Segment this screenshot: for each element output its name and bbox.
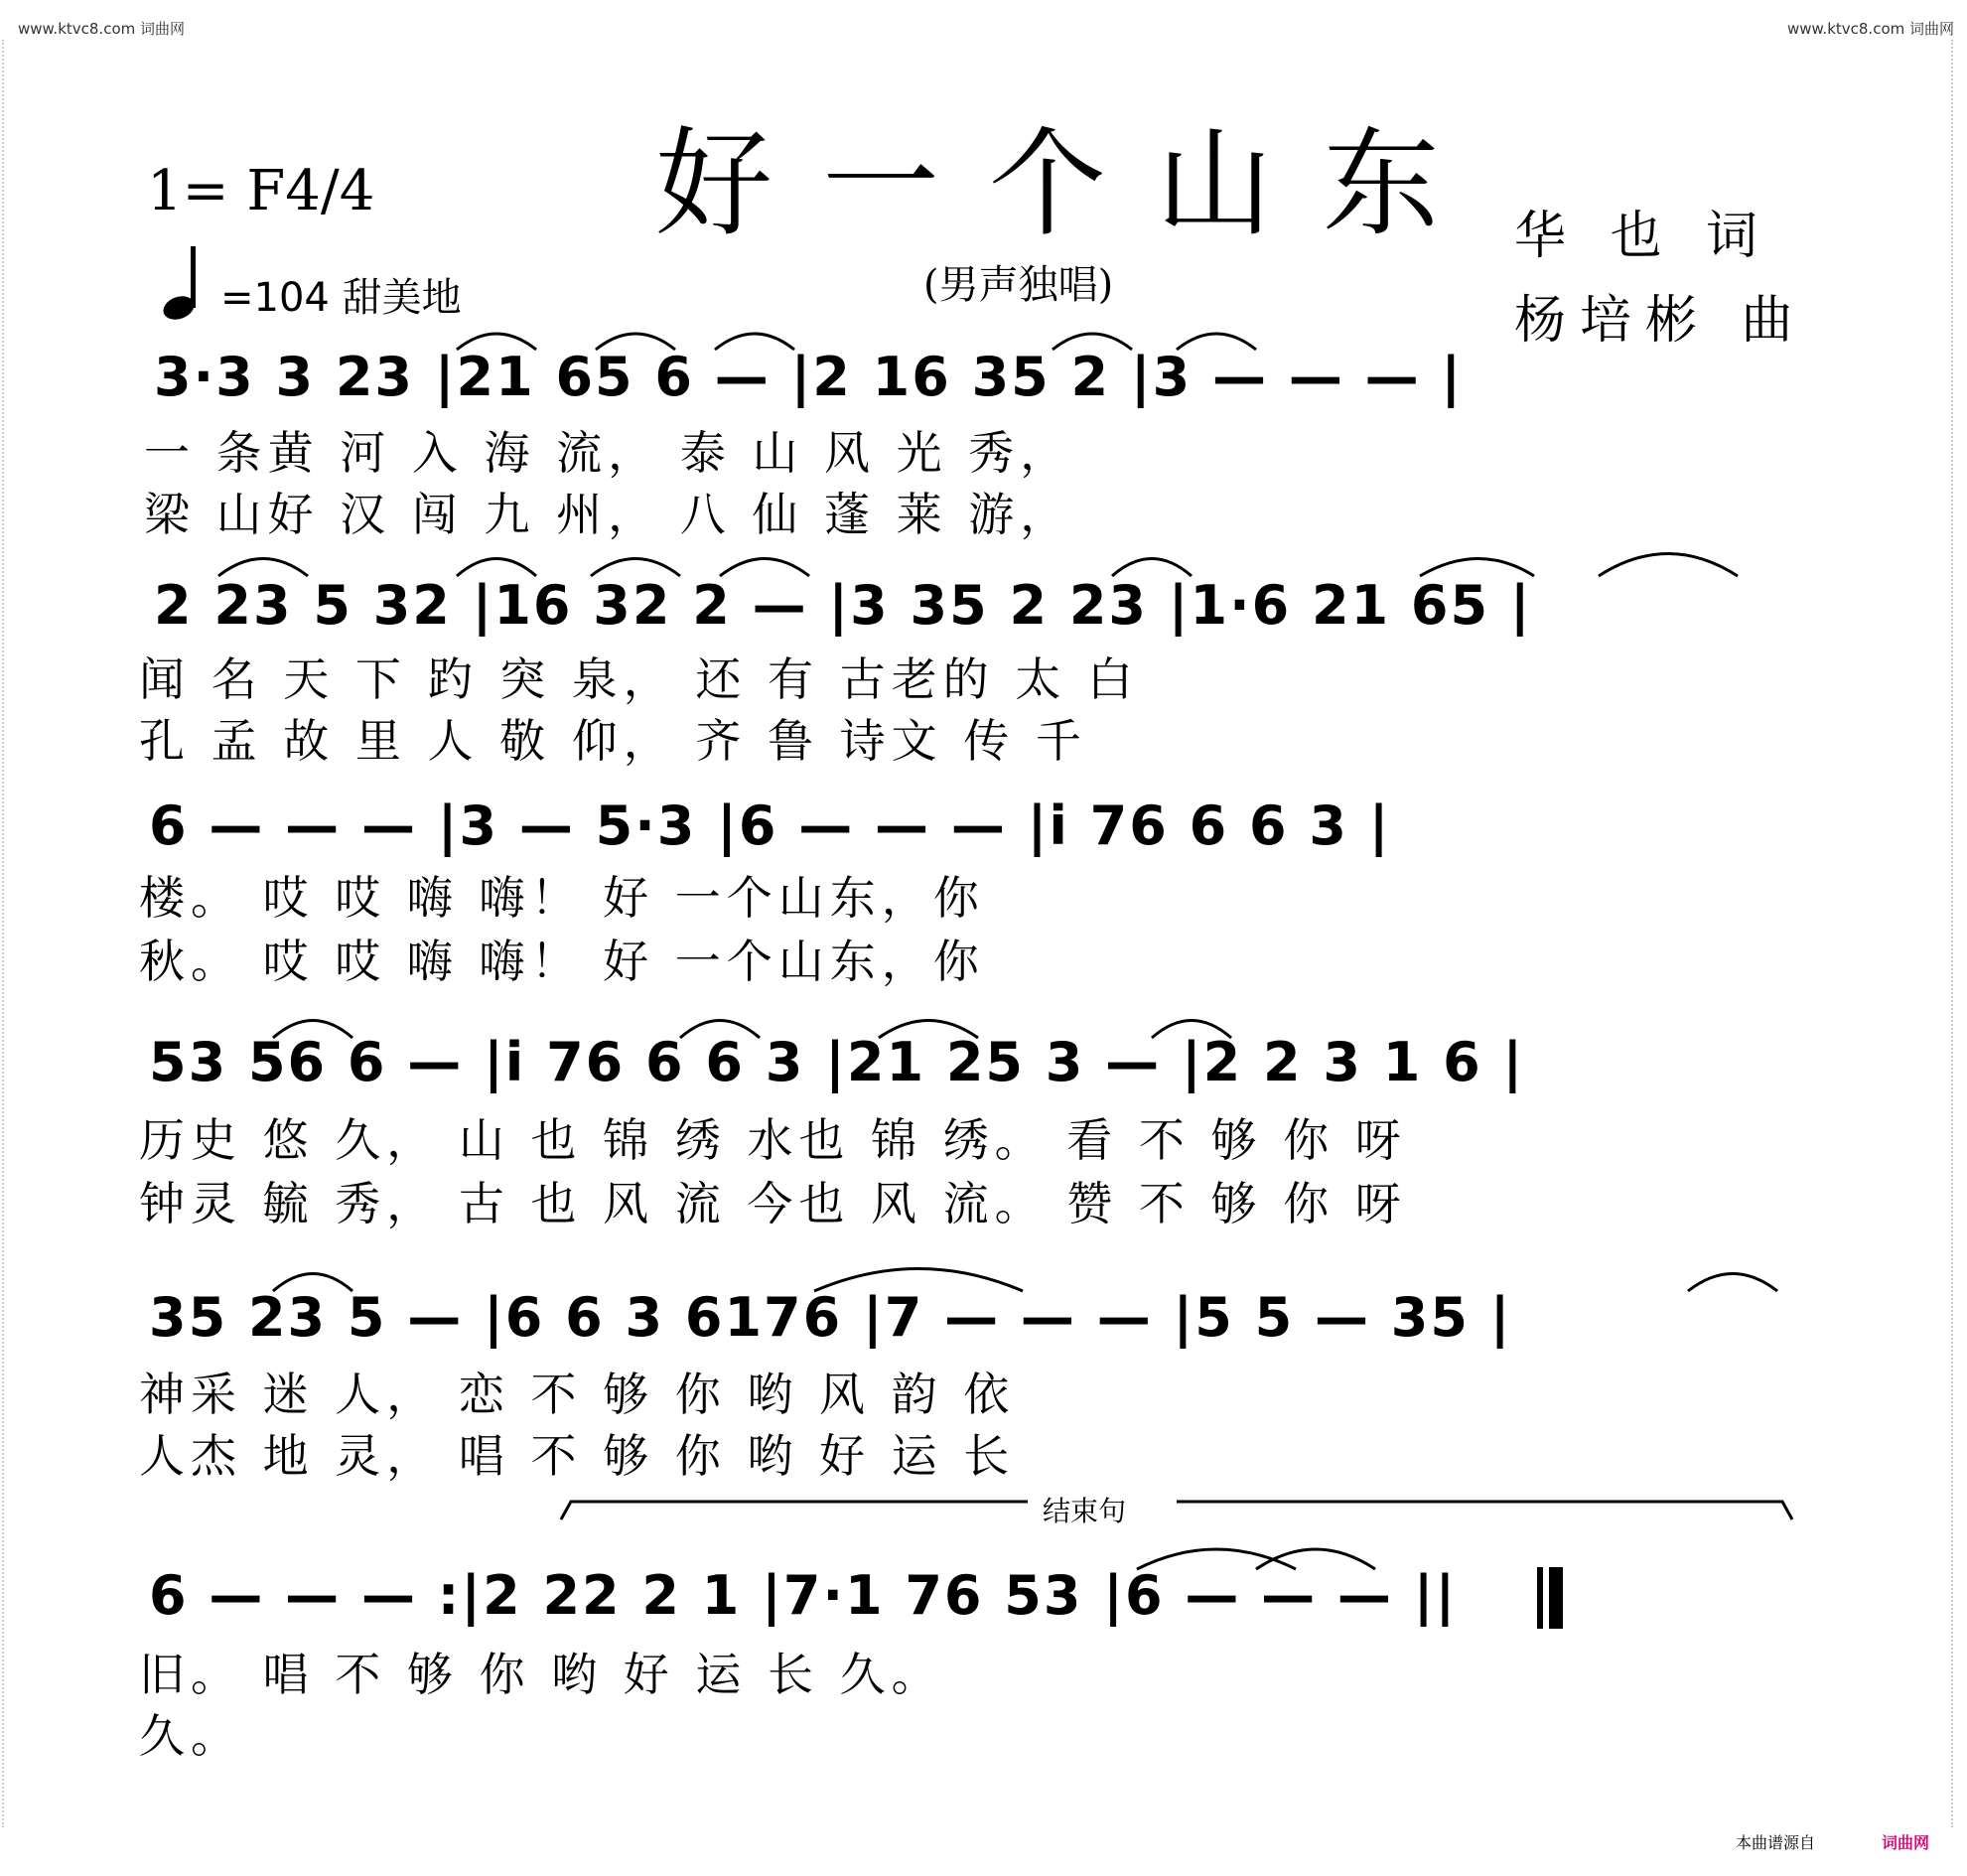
composer-credit: 杨培彬 曲	[1514, 291, 1807, 351]
lyric-row-3-verse-1: 楼。 哎 哎 嗨 嗨！ 好 一个山东，你	[139, 871, 985, 925]
notation-row-1: 3·3 3 23 |21 65 6 — |2 16 35 2 |3 — — — |	[154, 346, 1464, 408]
lyric-row-5-verse-2: 人杰 地 灵， 唱 不 够 你 哟 好 运 长	[139, 1429, 1016, 1483]
notation-row-6: 6 — — — :|2 22 2 1 |7·1 76 53 |6 — — — ||	[149, 1564, 1458, 1627]
lyric-row-2-verse-2: 孔 孟 故 里 人 敬 仰， 齐 鲁 诗文 传 千	[139, 714, 1087, 768]
lyric-row-6-verse-1: 旧。 唱 不 够 你 哟 好 运 长 久。	[139, 1648, 943, 1701]
notation-row-5: 35 23 5 — |6 6 3 6176 |7 — — — |5 5 — 35 |	[149, 1286, 1512, 1349]
ending-label: 结束句	[1033, 1490, 1136, 1529]
key-signature: 1= F4/4	[147, 159, 375, 223]
footer-source: 本曲谱源自	[1736, 1833, 1816, 1852]
notation-row-4: 53 56 6 — |i 76 6 6 3 |21 25 3 — |2 2 3 1 6 |	[149, 1031, 1525, 1093]
watermark-right: www.ktvc8.com 词曲网	[1787, 20, 1955, 38]
notation-row-2: 2 23 5 32 |16 32 2 — |3 35 2 23 |1·6 21 65 |	[154, 574, 1532, 637]
watermark-left: www.ktvc8.com 词曲网	[18, 20, 186, 38]
lyric-row-1-verse-1: 一 条黄 河 入 海 流， 泰 山 风 光 秀，	[144, 426, 1072, 480]
lyric-row-4-verse-1: 历史 悠 久， 山 也 锦 绣 水也 锦 绣。 看 不 够 你 呀	[139, 1113, 1407, 1167]
lyric-row-3-verse-2: 秋。 哎 哎 嗨 嗨！ 好 一个山东，你	[139, 935, 985, 988]
lyric-row-5-verse-1: 神采 迷 人， 恋 不 够 你 哟 风 韵 依	[139, 1368, 1016, 1421]
notation-row-3: 6 — — — |3 — 5·3 |6 — — — |i 76 6 6 3 |	[149, 794, 1391, 857]
lyricist-credit: 华 也 词	[1514, 207, 1772, 266]
lyric-row-1-verse-2: 梁 山好 汉 闯 九 州， 八 仙 蓬 莱 游，	[144, 488, 1072, 541]
subtitle: (男声独唱)	[923, 262, 1114, 308]
song-title: 好一个山东	[655, 115, 1490, 252]
footer-site-link[interactable]: 词曲网	[1882, 1833, 1930, 1852]
lyric-row-6-verse-2: 久。	[139, 1709, 242, 1763]
lyric-row-4-verse-2: 钟灵 毓 秀， 古 也 风 流 今也 风 流。 赞 不 够 你 呀	[139, 1177, 1407, 1230]
tempo-marking: =104 甜美地	[220, 275, 462, 321]
lyric-row-2-verse-1: 闻 名 天 下 趵 突 泉， 还 有 古老的 太 白	[139, 652, 1139, 706]
